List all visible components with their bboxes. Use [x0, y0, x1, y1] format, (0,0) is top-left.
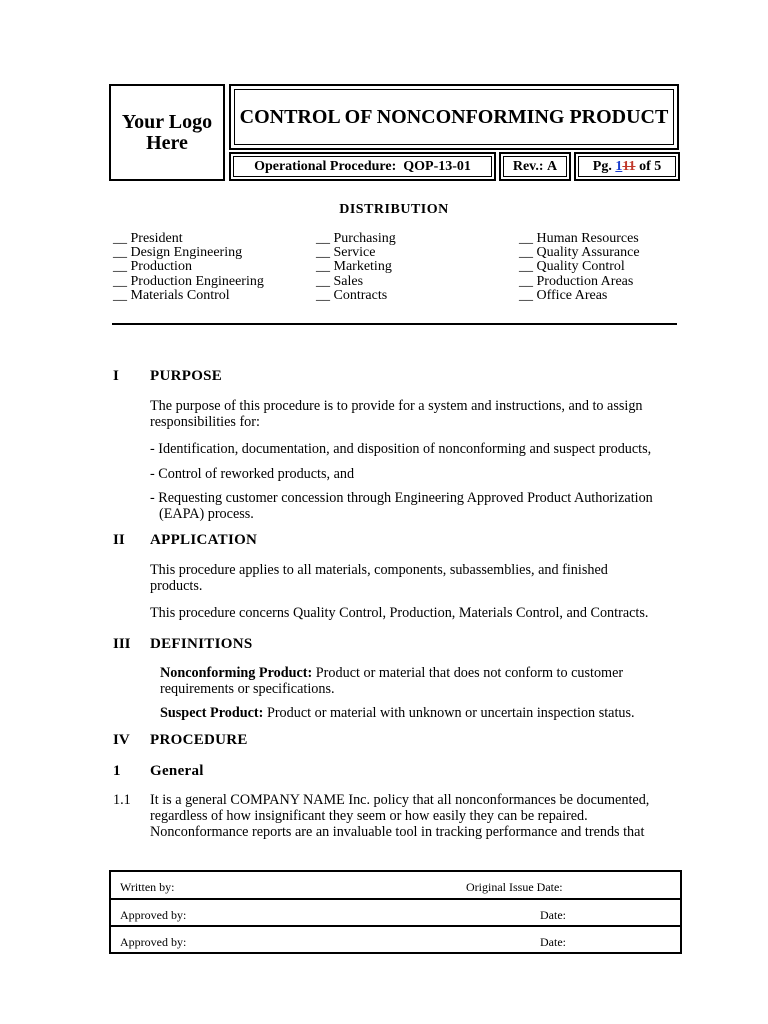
section-number-procedure: IV: [113, 732, 130, 748]
definition-suspect: [160, 705, 685, 721]
revision-label: Rev.:: [512, 158, 544, 174]
distribution-item: __ Production Engineering: [113, 273, 264, 289]
definition-text: Product or material with unknown or uncertain inspection status.: [263, 705, 635, 721]
document-title: CONTROL OF NONCONFORMING PRODUCT: [239, 105, 669, 128]
procedure-label: Operational Procedure:: [254, 158, 397, 174]
purpose-bullet: [150, 490, 685, 522]
distribution-item: __ Human Resources: [519, 231, 639, 246]
section-title-procedure: PROCEDURE: [150, 732, 248, 748]
definition-term: Suspect Product:: [160, 705, 264, 721]
page-number-box: [574, 152, 680, 181]
purpose-bullet: - Identification, documentation, and disposition of nonconforming and suspect products,: [150, 441, 652, 457]
distribution-item: __ Office Areas: [519, 287, 608, 303]
distribution-title: DISTRIBUTION: [339, 202, 449, 217]
distribution-item: __ Materials Control: [113, 287, 230, 303]
approved-by-label: Approved by:: [120, 935, 187, 949]
distribution-item: __ Sales: [316, 273, 364, 289]
distribution-item: __ Purchasing: [316, 231, 396, 246]
distribution-item: __ Design Engineering: [113, 245, 243, 261]
purpose-bullet: - Control of reworked products, and: [150, 466, 355, 482]
item-text: It is a general COMPANY NAME Inc. policy that all nonconformances be documented, regardless of how insignificant they seem or how easily they can be repaired. Nonconformance reports are an invaluable tool in tracking performance and trends that: [150, 792, 650, 840]
purpose-bullet-line: - Requesting customer concession through Engineering Approved Product Authorization: [150, 490, 653, 506]
section-number-definitions: III: [113, 636, 131, 652]
written-by-label: Written by:: [120, 880, 175, 894]
logo-line-1: Your Logo: [121, 110, 213, 133]
distribution-column-2: [316, 232, 396, 303]
section-title-definitions: DEFINITIONS: [150, 636, 253, 652]
definition-text: Product or material that does not conform to customer requirements or specifications.: [160, 665, 624, 697]
section-divider: [112, 323, 677, 325]
distribution-item: __ Quality Assurance: [519, 245, 640, 261]
section-number-application: II: [113, 532, 125, 548]
definition-term: Nonconforming Product:: [160, 665, 313, 681]
distribution-item: __ Service: [316, 245, 376, 261]
procedure-code: QOP-13-01: [403, 158, 471, 174]
section-title-application: APPLICATION: [150, 532, 258, 548]
procedure-number-box: [229, 152, 496, 181]
date-label: Date:: [540, 935, 566, 949]
distribution-column-3: [519, 232, 640, 303]
approved-by-label: Approved by:: [120, 908, 187, 922]
page-label: Pg.: [592, 158, 612, 174]
section-title-purpose: PURPOSE: [150, 368, 223, 384]
definition-nonconforming: [160, 665, 670, 697]
original-issue-date-label: Original Issue Date:: [466, 880, 563, 894]
distribution-item: __ Production: [113, 259, 192, 275]
subsection-number: 1: [113, 763, 121, 779]
distribution-item: __ Quality Control: [519, 259, 625, 275]
page-current: 1: [615, 158, 623, 174]
distribution-item: __ Marketing: [316, 259, 392, 275]
signature-block: [109, 870, 682, 954]
purpose-intro: The purpose of this procedure is to provide for a system and instructions, and to assign responsibilities for:: [150, 398, 643, 430]
page-deleted: 11: [622, 158, 636, 174]
revision-value: A: [547, 158, 558, 174]
application-paragraph: This procedure concerns Quality Control, Production, Materials Control, and Contracts.: [150, 605, 649, 621]
document-title-box: [229, 84, 679, 150]
distribution-item: __ President: [113, 231, 183, 246]
revision-box: [499, 152, 571, 181]
application-paragraph: This procedure applies to all materials, components, subassemblies, and finished products.: [150, 562, 608, 594]
approved-by-row: [111, 927, 680, 953]
purpose-bullet-line: (EAPA) process.: [159, 506, 254, 522]
distribution-item: __ Production Areas: [519, 273, 634, 289]
company-logo-placeholder: [109, 84, 225, 181]
written-by-row: [111, 872, 680, 898]
section-number-purpose: I: [113, 368, 119, 384]
page-total: of 5: [639, 158, 662, 174]
date-label: Date:: [540, 908, 566, 922]
item-number: 1.1: [113, 792, 131, 808]
distribution-column-1: [113, 232, 264, 303]
approved-by-row: [111, 900, 680, 926]
distribution-item: __ Contracts: [316, 287, 388, 303]
logo-line-2: Here: [146, 131, 188, 154]
subsection-title: General: [150, 763, 204, 779]
